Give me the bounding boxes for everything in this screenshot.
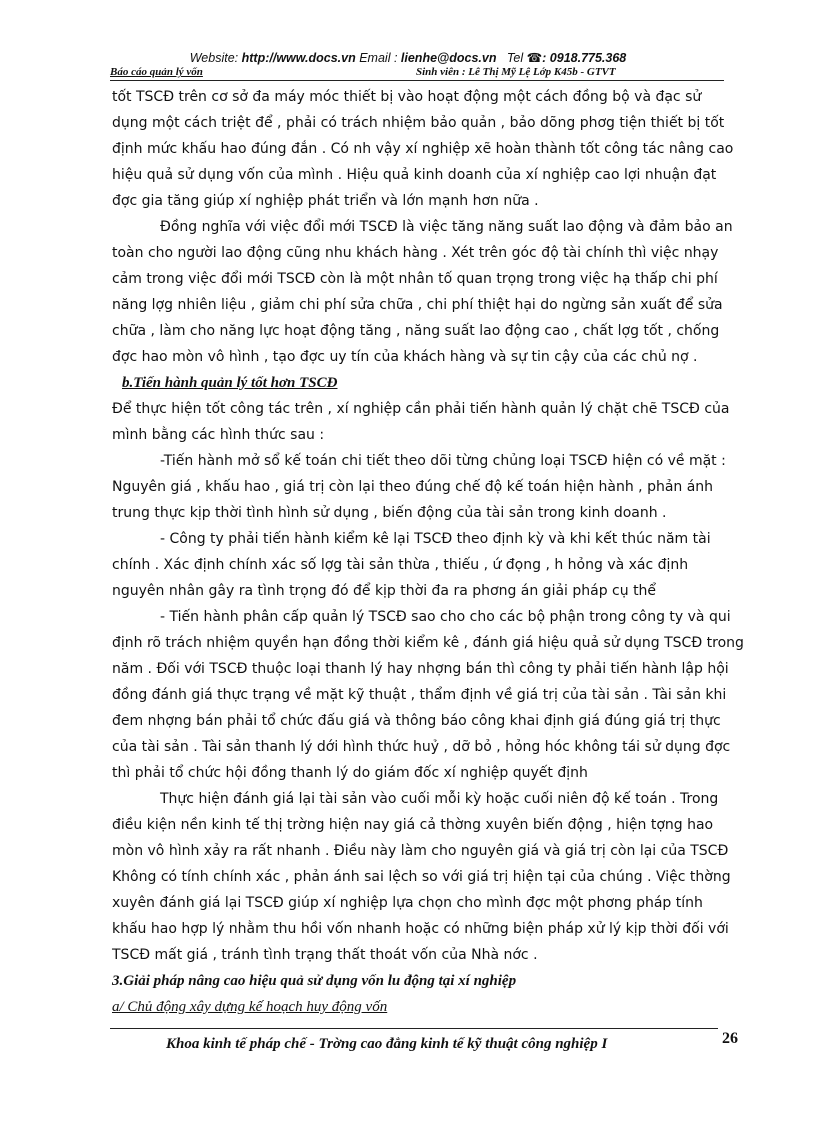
text-line: định mức khấu hao đúng đắn . Có nh vậy xí nghiệp xẽ hoàn thành tốt công tác nâng cao — [112, 141, 734, 157]
email-label: Email : — [359, 51, 398, 65]
text-line: Nguyên giá , khấu hao , giá trị còn lại theo đúng chế độ kế toán hiện hành , phản ánh — [112, 479, 714, 495]
text-line: - Công ty phải tiến hành kiểm kê lại TSCĐ theo định kỳ và khi kết thúc năm tài — [160, 531, 711, 547]
text-line: -Tiến hành mở sổ kế toán chi tiết theo dõi từng chủng loại TSCĐ hiện có về mặt : — [160, 453, 726, 469]
text-line: toàn cho người lao động cũng nhu khách hàng . Xét trên góc độ tài chính thì việc nhạy — [112, 245, 719, 261]
text-line: của tài sản . Tài sản thanh lý dới hình thức huỷ , dỡ bỏ , hỏng hóc không tái sử dụng đợc — [112, 739, 731, 755]
text-line: mình bằng các hình thức sau : — [112, 427, 325, 443]
text-line: tốt TSCĐ trên cơ sở đa máy móc thiết bị vào hoạt động một cách đồng bộ và đạc sử — [112, 89, 702, 105]
text-line: năng lợg nhiên liệu , giảm chi phí sửa chữa , chi phí thiệt hại do ngừng sản xuất để sửa — [112, 297, 723, 313]
text-line: thì phải tổ chức hội đồng thanh lý do giám đốc xí nghiệp quyết định — [112, 765, 588, 781]
text-line: đợc gia tăng giúp xí nghiệp phát triển và lớn mạnh hơn nữa . — [112, 193, 539, 209]
tel-label: Tel — [506, 51, 524, 65]
text-line: đợc hao mòn vô hình , tạo đợc uy tín của khách hàng và sự tin cậy của các chủ nợ . — [112, 349, 698, 365]
page-number: 26 — [722, 1030, 738, 1047]
text-line: mòn vô hình xảy ra rất nhanh . Điều này làm cho nguyên giá và giá trị còn lại của TSCĐ — [112, 843, 729, 859]
text-line: TSCĐ mất giá , tránh tình trạng thất thoát vốn của Nhà nớc . — [112, 947, 538, 963]
text-line: chữa , làm cho năng lực hoạt động tăng , năng suất lao động cao , chất lợg tốt , chống — [112, 323, 720, 339]
report-title: Báo cáo quản lý vốn — [110, 66, 203, 78]
text-line: năm . Đối với TSCĐ thuộc loại thanh lý hay nhợng bán thì công ty phải tiến hành lập hội — [112, 661, 729, 677]
text-line: Để thực hiện tốt công tác trên , xí nghiệp cần phải tiến hành quản lý chặt chẽ TSCĐ của — [112, 401, 730, 417]
phone-icon: ☎ — [526, 51, 543, 65]
section-heading-3-text: 3.Giải pháp nâng cao hiệu quả sử dụng vốn lu động tại xí nghiệp — [112, 973, 517, 989]
text-line: Đồng nghĩa với việc đổi mới TSCĐ là việc tăng năng suất lao động và đảm bảo an — [160, 219, 733, 235]
section-heading-b-text: b.Tiến hành quản lý tốt hơn TSCĐ — [122, 375, 338, 391]
footer-text: Khoa kinh tế pháp chế - Trờng cao đẳng kinh tế kỹ thuật công nghiệp I — [166, 1036, 608, 1052]
section-heading-a — [112, 994, 742, 1020]
text-line: xuyên đánh giá lại TSCĐ giúp xí nghiệp lựa chọn cho mình đợc một phơng pháp tính — [112, 895, 703, 911]
text-line: chính . Xác định chính xác số lợg tài sản thừa , thiếu , ứ đọng , h hỏng và xác định — [112, 557, 689, 573]
text-line: dụng một cách triệt để , phải có trách nhiệm bảo quản , bảo dõng phơg tiện thiết bị tốt — [112, 115, 725, 131]
email-address[interactable]: lienhe@docs.vn — [400, 51, 497, 65]
text-line: cảm trong việc đổi mới TSCĐ còn là một nhân tố quan trọng trong việc hạ thấp chi phí — [112, 271, 718, 287]
text-line: - Tiến hành phân cấp quản lý TSCĐ sao cho cho các bộ phận trong công ty và qui — [160, 609, 731, 625]
text-line: Thực hiện đánh giá lại tài sản vào cuối mỗi kỳ hoặc cuối niên độ kế toán . Trong — [160, 791, 719, 807]
website-label: Website: — [189, 51, 239, 65]
student-info: Sinh viên : Lê Thị Mỹ Lệ Lớp K45b - GTVT — [416, 66, 616, 78]
document-body — [112, 84, 742, 1020]
section-heading-b — [112, 370, 742, 396]
text-line: đem nhợng bán phải tổ chức đấu giá và thông báo công khai định giá đúng giá trị thực — [112, 713, 721, 729]
section-heading-3 — [112, 968, 742, 994]
website-url[interactable]: http://www.docs.vn — [241, 51, 356, 65]
text-line: khấu hao hợp lý nhằm thu hồi vốn nhanh hoặc có những biện pháp xử lý kịp thời đối với — [112, 921, 729, 937]
phone-number: : 0918.775.368 — [542, 51, 627, 65]
website-banner — [0, 50, 816, 65]
footer-divider — [110, 1028, 718, 1029]
text-line: điều kiện nền kinh tế thị trờng hiện nay giá cả thờng xuyên biến động , hiện tợng hao — [112, 817, 714, 833]
text-line: hiệu quả sử dụng vốn của mình . Hiệu quả kinh doanh của xí nghiệp cao lợi nhuận đạt — [112, 167, 717, 183]
text-line: trung thực kịp thời tình hình sử dụng , biến động của tài sản trong kinh doanh . — [112, 505, 667, 521]
text-line: nguyên nhân gây ra tình trọng đó để kịp thời đa ra phơng án giải pháp cụ thể — [112, 583, 657, 599]
running-header — [110, 66, 724, 81]
text-line: đồng đánh giá thực trạng về mặt kỹ thuật , thẩm định về giá trị của tài sản . Tài sản khi — [112, 687, 727, 703]
text-line: định rõ trách nhiệm quyền hạn đồng thời kiểm kê , đánh giá hiệu quả sử dụng TSCĐ trong — [112, 635, 744, 651]
section-heading-a-text: a/ Chủ động xây dựng kế hoạch huy động vốn — [112, 999, 388, 1015]
text-line: Không có tính chính xác , phản ánh sai lệch so với giá trị hiện tại của chúng . Việc thờng — [112, 869, 731, 885]
